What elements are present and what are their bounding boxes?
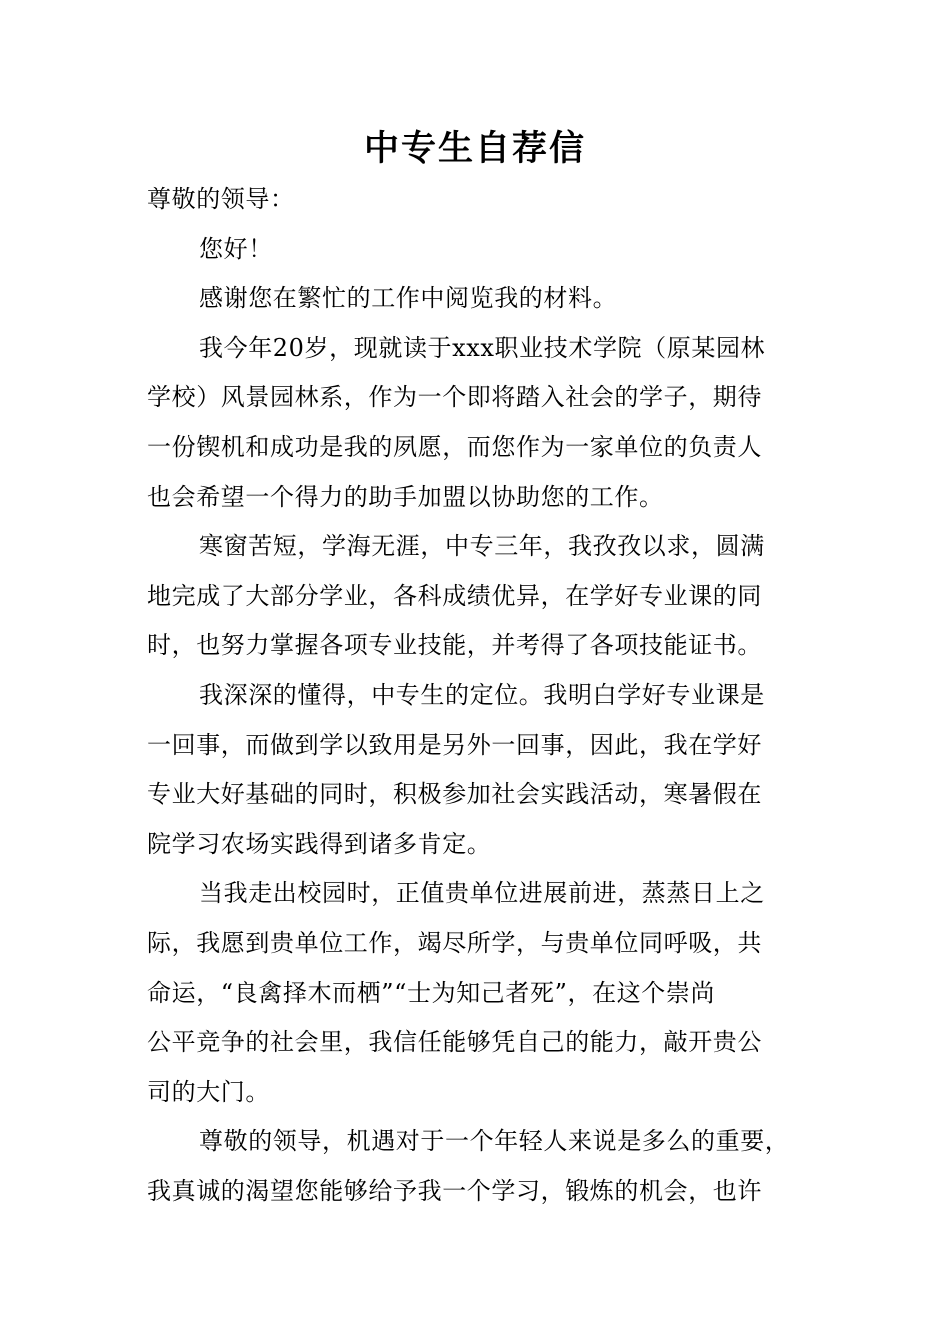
text-line: 我真诚的渴望您能够给予我一个学习，锻炼的机会，也许 — [147, 1176, 762, 1205]
document-title: 中专生自荐信 — [363, 129, 586, 169]
text-line: 专业大好基础的同时，积极参加社会实践活动，寒暑假在 — [147, 780, 762, 809]
text-line: 命运，“良禽择木而栖”“士为知己者死”，在这个崇尚 — [147, 978, 716, 1007]
text-line: 当我走出校园时，正值贵单位进展前进，蒸蒸日上之 — [199, 879, 765, 908]
text-line: 感谢您在繁忙的工作中阅览我的材料。 — [199, 284, 618, 313]
text-line: 地完成了大部分学业，各科成绩优异，在学好专业课的同 — [147, 581, 762, 610]
text-line: 您好！ — [199, 234, 273, 263]
text-line: 院学习农场实践得到诸多肯定。 — [147, 829, 492, 858]
text-line: 司的大门。 — [147, 1077, 270, 1106]
text-line: 寒窗苦短，学海无涯，中专三年，我孜孜以求，圆满 — [199, 532, 765, 561]
text-line: 时，也努力掌握各项专业技能，并考得了各项技能证书。 — [147, 631, 762, 660]
letter-body — [147, 175, 837, 1216]
text-line: 际，我愿到贵单位工作，竭尽所学，与贵单位同呼吸，共 — [147, 928, 762, 957]
text-line: 我今年20岁，现就读于xxx职业技术学院（原某园林 — [199, 333, 766, 362]
text-line: 尊敬的领导，机遇对于一个年轻人来说是多么的重要， — [199, 1127, 790, 1156]
text-line: 一回事，而做到学以致用是另外一回事，因此，我在学好 — [147, 730, 762, 759]
text-line: 学校）风景园林系，作为一个即将踏入社会的学子，期待 — [147, 383, 762, 412]
text-line: 公平竞争的社会里，我信任能够凭自己的能力，敲开贵公 — [147, 1028, 762, 1057]
text-line: 尊敬的领导： — [147, 185, 295, 213]
text-line: 我深深的懂得，中专生的定位。我明白学好专业课是 — [199, 680, 765, 709]
text-line: 一份锲机和成功是我的夙愿，而您作为一家单位的负责人 — [147, 432, 762, 461]
text-line: 也会希望一个得力的助手加盟以协助您的工作。 — [147, 482, 664, 511]
